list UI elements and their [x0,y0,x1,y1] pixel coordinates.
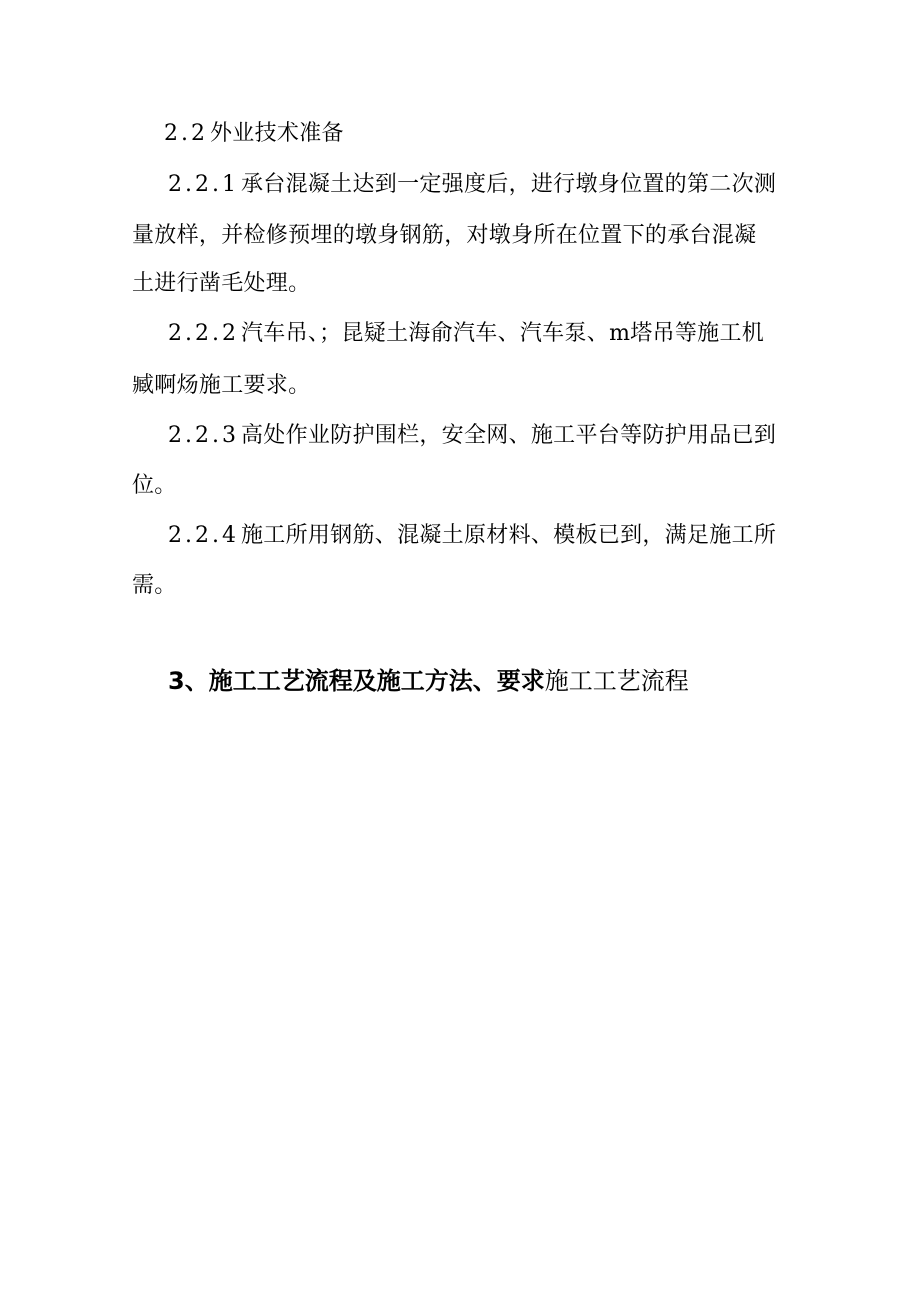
section-3-heading [168,666,689,696]
item-2-2-1-line-2: 量放样，并检修预埋的墩身钢筋，对墩身所在位置下的承台混凝 [132,223,757,248]
section-3-title-normal: 施工工艺流程 [544,667,689,695]
item-text: 承台混凝土达到一定强度后，进行墩身位置的第二次测 [240,172,777,197]
item-2-2-4-line-2: 需。 [132,573,177,598]
item-number: 2.2.2 [168,321,239,346]
item-text: 汽车吊、；昆疑土海俞汽车、汽车泵、m塔吊等施工机 [240,321,765,346]
section-number: 2.2 [164,121,208,146]
item-number: 2.2.1 [168,172,239,197]
item-2-2-4-line-1 [168,522,776,550]
item-2-2-2-line-1 [168,320,764,348]
section-title: 外业技术准备 [210,121,344,146]
section-2-2-heading [164,120,344,148]
item-2-2-3-line-2: 位。 [132,473,177,498]
item-number: 2.2.3 [168,423,239,448]
item-text: 高处作业防护围栏，安全网、施工平台等防护用品已到 [240,423,777,448]
item-2-2-1-line-3: 土进行凿毛处理。 [132,271,311,296]
item-number: 2.2.4 [168,523,239,548]
item-text: 施工所用钢筋、混凝土原材料、模板已到，满足施工所 [240,523,777,548]
item-2-2-3-line-1 [168,422,776,450]
section-3-title-bold: 3、施工工艺流程及施工方法、要求 [168,667,545,695]
item-2-2-2-line-2: 臧啊炀施工要求。 [132,373,311,398]
item-2-2-1-line-1 [168,171,776,199]
